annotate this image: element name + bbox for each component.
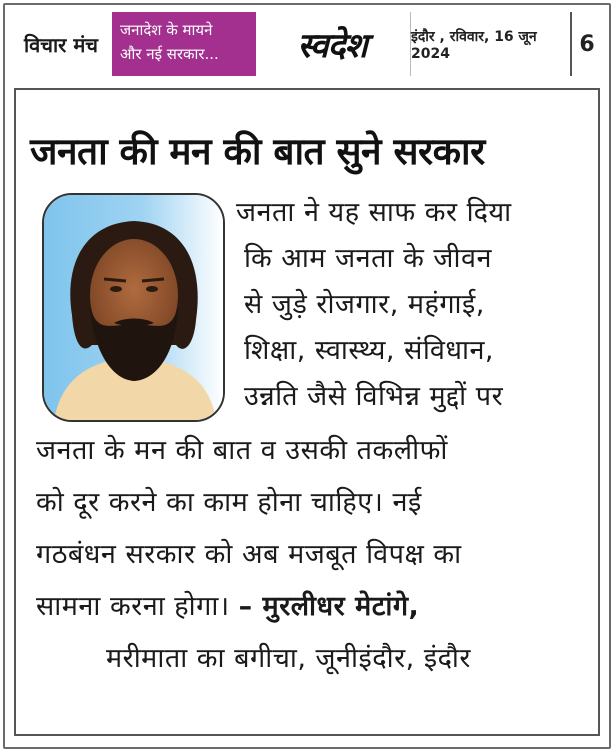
- page-number: 6: [570, 12, 602, 76]
- body-line: जनता के मन की बात व उसकी तकलीफों: [36, 435, 448, 466]
- body-line: उन्नति जैसे विभिन्न मुद्दों पर: [244, 381, 504, 412]
- headline: जनता की मन की बात सुने सरकार: [30, 130, 485, 173]
- body-line: को दूर करने का काम होना चाहिए। नई: [36, 487, 422, 518]
- dateline: इंदौर , रविवार, 16 जून 2024: [410, 12, 570, 76]
- body-line: से जुड़े रोजगार, महंगाई,: [244, 289, 485, 320]
- author-portrait: [42, 193, 225, 422]
- body-line: जनता ने यह साफ कर दिया: [236, 197, 512, 228]
- section-tag: विचार मंच: [24, 32, 98, 57]
- teaser-line-1: जनादेश के मायने: [120, 21, 213, 39]
- body-line-text: सामना करना होगा।: [36, 591, 230, 622]
- person-photo-icon: [44, 195, 223, 420]
- body-line: गठबंधन सरकार को अब मजबूत विपक्ष का: [36, 539, 462, 570]
- body-line: कि आम जनता के जीवन: [244, 243, 492, 274]
- author-address: मरीमाता का बगीचा, जूनीइंदौर, इंदौर: [106, 643, 471, 674]
- teaser-line-2: और नई सरकार...: [120, 45, 219, 63]
- page-header: [12, 12, 602, 76]
- teaser-box: [112, 12, 256, 76]
- body-line: शिक्षा, स्वास्थ्य, संविधान,: [244, 335, 495, 366]
- letter-article: [14, 88, 600, 736]
- body-line: [36, 586, 419, 628]
- author-name: – मुरलीधर मेटांगे,: [238, 591, 420, 622]
- newspaper-masthead: स्वदेश: [297, 26, 367, 66]
